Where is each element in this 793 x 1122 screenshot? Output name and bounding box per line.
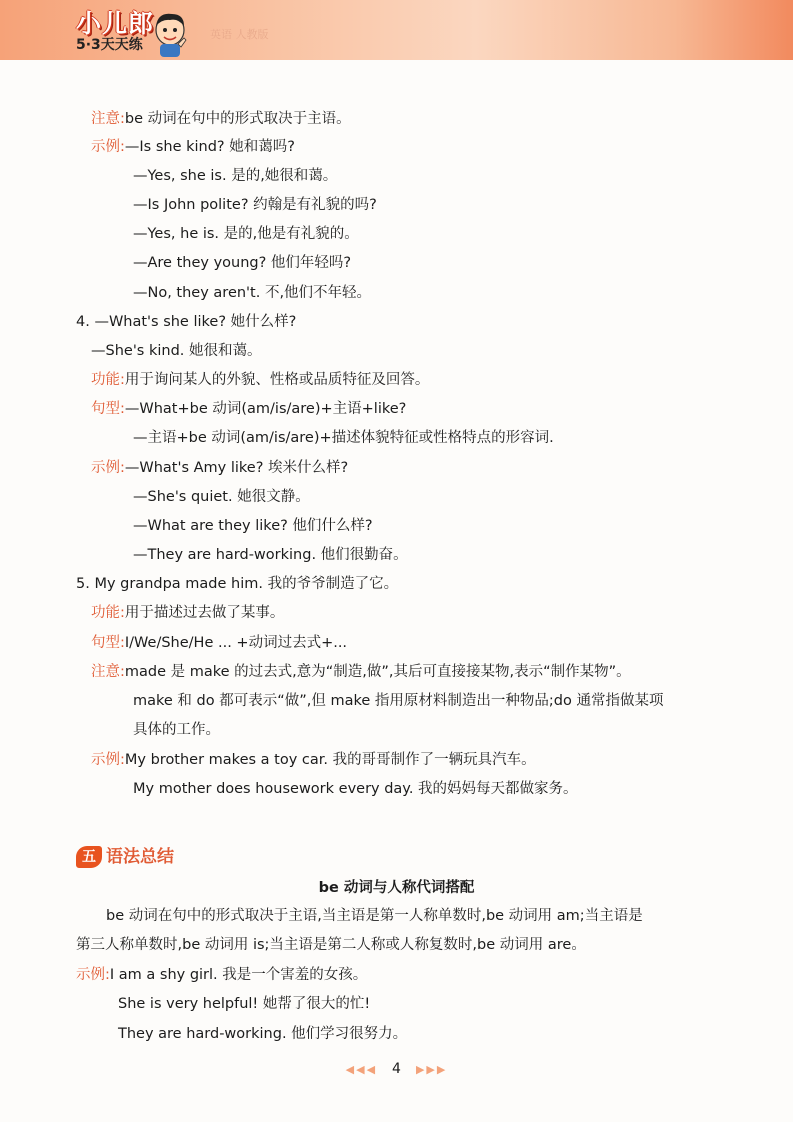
example-line: —No, they aren't. 不,他们不年轻。 (133, 285, 372, 301)
item4-answer: —She's kind. 她很和蔼。 (91, 343, 262, 359)
page-number: 4 (392, 1061, 401, 1077)
example-line: She is very helpful! 她帮了很大的忙! (118, 996, 371, 1012)
section-title: 语法总结 (106, 847, 174, 867)
note-text: made 是 make 的过去式,意为“制造,做”,其后可直接接某物,表示“制作某物”。 (124, 664, 631, 680)
pattern-tag: 句型: (91, 635, 125, 651)
note-line: make 和 do 都可表示“做”,但 make 指用原材料制造出一种物品;do 通常指做某项 (133, 693, 664, 709)
pattern-line (91, 399, 406, 419)
example-text: —Is she kind? 她和蔼吗? (124, 139, 295, 155)
section-number-badge: 五 (76, 846, 102, 868)
example-line (91, 458, 348, 478)
example-line: —Are they young? 他们年轻吗? (133, 255, 352, 271)
page-footer (0, 1059, 793, 1080)
page-header (0, 0, 793, 60)
next-arrows-icon: ▶▶▶ (415, 1063, 448, 1076)
example-line: My mother does housework every day. 我的妈妈每天都做家务。 (133, 781, 578, 797)
header-faint-label: 英语 人教版 (210, 28, 269, 41)
note-line (91, 109, 351, 129)
note-tag: 注意: (91, 111, 125, 127)
example-line: —She's quiet. 她很文静。 (133, 489, 310, 505)
pattern-line: —主语+be 动词(am/is/are)+描述体貌特征或性格特点的形容词. (133, 430, 554, 446)
example-text: —What's Amy like? 埃米什么样? (124, 460, 349, 476)
item5-title: 5. My grandpa made him. 我的爷爷制造了它。 (76, 576, 399, 592)
note-text: be 动词在句中的形式取决于主语。 (124, 111, 351, 127)
example-line (91, 137, 295, 157)
example-line: They are hard-working. 他们学习很努力。 (118, 1026, 408, 1042)
example-tag: 示例: (91, 139, 125, 155)
example-tag: 示例: (91, 460, 125, 476)
note-tag: 注意: (91, 664, 125, 680)
brand-subtitle: 5·3天天练 (76, 37, 143, 53)
example-line (76, 965, 367, 985)
function-line (91, 370, 429, 390)
example-text: I am a shy girl. 我是一个害羞的女孩。 (109, 967, 368, 983)
function-tag: 功能: (91, 372, 125, 388)
function-tag: 功能: (91, 605, 125, 621)
pattern-text: I/We/She/He ... +动词过去式+... (124, 635, 348, 651)
function-line (91, 603, 284, 623)
example-line: —What are they like? 他们什么样? (133, 518, 373, 534)
function-text: 用于询问某人的外貌、性格或品质特征及回答。 (124, 372, 430, 388)
example-text: My brother makes a toy car. 我的哥哥制作了一辆玩具汽车。 (124, 752, 536, 768)
item4-question: 4. —What's she like? 她什么样? (76, 314, 297, 330)
example-tag: 示例: (91, 752, 125, 768)
function-text: 用于描述过去做了某事。 (124, 605, 285, 621)
pattern-text: —What+be 动词(am/is/are)+主语+like? (124, 401, 407, 417)
grammar-center-title: be 动词与人称代词搭配 (318, 880, 475, 896)
pattern-line (91, 633, 347, 653)
example-line: —Yes, he is. 是的,他是有礼貌的。 (133, 226, 359, 242)
example-line: —They are hard-working. 他们很勤奋。 (133, 547, 408, 563)
note-line: 具体的工作。 (133, 722, 220, 738)
pattern-tag: 句型: (91, 401, 125, 417)
mascot-icon (150, 10, 190, 58)
example-line: —Yes, she is. 是的,她很和蔼。 (133, 168, 338, 184)
grammar-paragraph: be 动词在句中的形式取决于主语,当主语是第一人称单数时,be 动词用 am;当主语是 (106, 908, 643, 924)
example-line (91, 750, 536, 770)
grammar-paragraph: 第三人称单数时,be 动词用 is;当主语是第二人称或人称复数时,be 动词用 are。 (76, 937, 586, 953)
prev-arrows-icon: ◀◀◀ (345, 1063, 378, 1076)
example-line: —Is John polite? 约翰是有礼貌的吗? (133, 197, 377, 213)
note-line (91, 662, 631, 682)
example-tag: 示例: (76, 967, 110, 983)
brand-logo: 小儿郎 (76, 9, 155, 38)
